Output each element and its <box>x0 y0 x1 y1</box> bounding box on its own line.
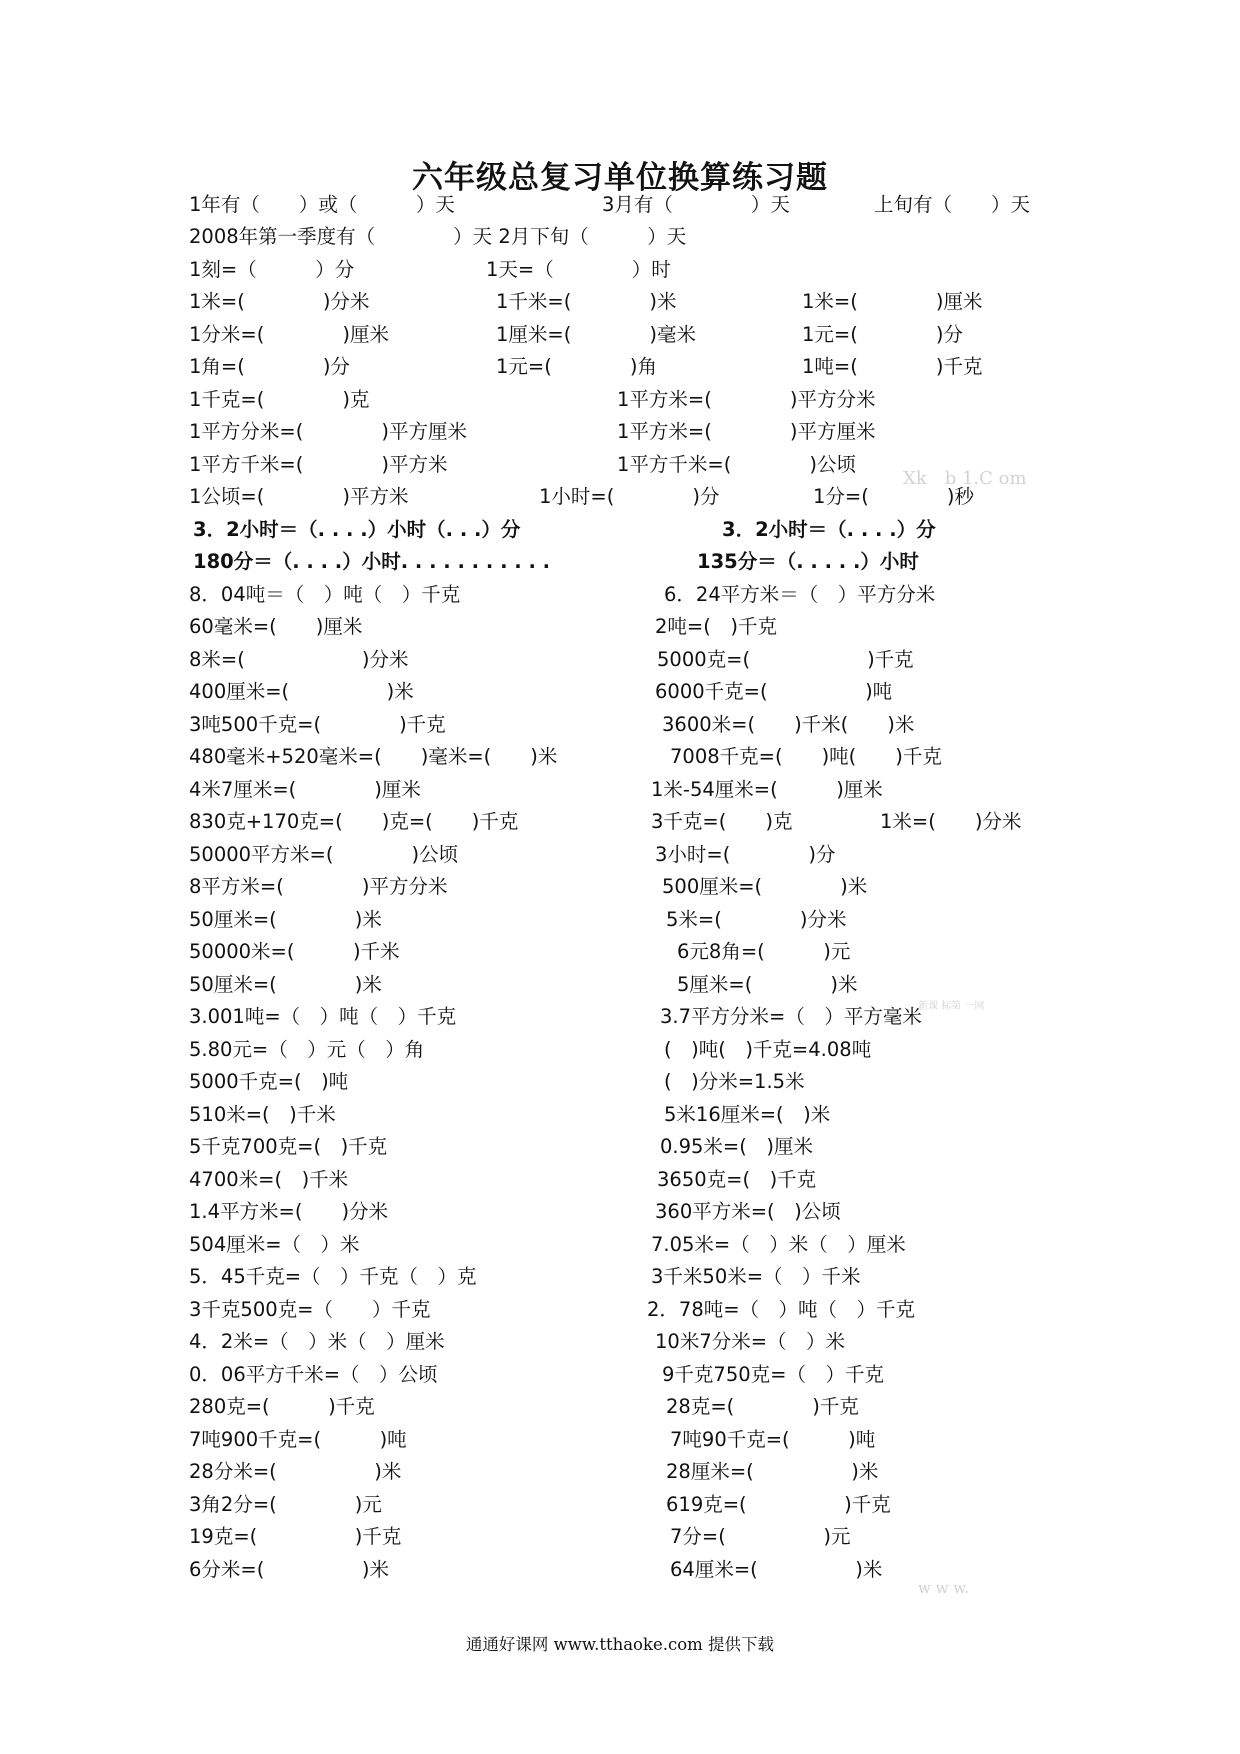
exercise-line <box>0 1390 1240 1423</box>
exercise-item: 4．2米=（ ）米（ ）厘米 <box>189 1330 445 1353</box>
exercise-item: 4米7厘米=( )厘米 <box>189 778 421 801</box>
exercise-item: 830克+170克=( )克=( )千克 <box>189 810 519 833</box>
exercise-item: 7008千克=( )吨( )千克 <box>670 745 942 768</box>
exercise-item: 504厘米=（ ）米 <box>189 1233 360 1256</box>
exercise-item: 5米16厘米=( )米 <box>664 1103 831 1126</box>
watermark-text: w w w. <box>918 1579 970 1597</box>
exercise-line <box>0 838 1240 871</box>
exercise-line <box>0 675 1240 708</box>
exercise-line <box>0 1163 1240 1196</box>
exercise-line <box>0 1000 1240 1033</box>
exercise-line <box>0 220 1240 253</box>
exercise-item: 8平方米=( )平方分米 <box>189 875 448 898</box>
exercise-item: 135分＝（. . . . .）小时 <box>697 550 919 573</box>
exercise-item: 2008年第一季度有（ ）天 2月下旬（ ）天 <box>189 225 687 248</box>
exercise-line <box>0 1553 1240 1586</box>
exercise-line <box>0 545 1240 578</box>
exercise-item: 1吨=( )千克 <box>802 355 983 378</box>
exercise-item: 1厘米=( )毫米 <box>496 323 696 346</box>
exercise-line <box>0 1065 1240 1098</box>
exercise-line <box>0 1325 1240 1358</box>
exercise-item: 3．2小时＝（. . . .）分 <box>722 518 936 541</box>
exercise-line <box>0 1098 1240 1131</box>
exercise-item: 5米=( )分米 <box>666 908 847 931</box>
exercise-item: 3.001吨=（ ）吨（ ）千克 <box>189 1005 457 1028</box>
exercise-item: 1米=( )分米 <box>880 810 1022 833</box>
exercise-item: 0．06平方千米=（ ）公顷 <box>189 1363 438 1386</box>
exercise-item: 6．24平方米＝（ ）平方分米 <box>664 583 936 606</box>
exercise-item: 500厘米=( )米 <box>662 875 868 898</box>
exercise-line <box>0 1130 1240 1163</box>
exercise-item: 7吨90千克=( )吨 <box>670 1428 876 1451</box>
exercise-item: 1元=( )分 <box>802 323 963 346</box>
watermark-text: 新课 标第 一网 <box>918 1001 985 1012</box>
exercise-item: 64厘米=( )米 <box>670 1558 883 1581</box>
exercise-item: 619克=( )千克 <box>666 1493 891 1516</box>
exercise-item: 280克=( )千克 <box>189 1395 375 1418</box>
exercise-line <box>0 773 1240 806</box>
exercise-line <box>0 1033 1240 1066</box>
exercise-line <box>0 708 1240 741</box>
exercise-line <box>0 383 1240 416</box>
exercise-line <box>0 318 1240 351</box>
exercise-item: 50厘米=( )米 <box>189 908 382 931</box>
exercise-item: 2．78吨=（ ）吨（ ）千克 <box>647 1298 916 1321</box>
exercise-line <box>0 1423 1240 1456</box>
exercise-item: 5厘米=( )米 <box>677 973 858 996</box>
exercise-item: 480毫米+520毫米=( )毫米=( )米 <box>189 745 558 768</box>
exercise-item: 1米=( )厘米 <box>802 290 983 313</box>
exercise-item: 6分米=( )米 <box>189 1558 389 1581</box>
exercise-line <box>0 968 1240 1001</box>
exercise-line <box>0 578 1240 611</box>
exercise-item: 360平方米=( )公顷 <box>655 1200 841 1223</box>
exercise-item: 3千克500克=（ ）千克 <box>189 1298 431 1321</box>
exercise-item: 50000平方米=( )公顷 <box>189 843 459 866</box>
exercise-item: 7分=( )元 <box>670 1525 851 1548</box>
exercise-item: 1元=( )角 <box>496 355 657 378</box>
exercise-line <box>0 513 1240 546</box>
exercise-item: 8米=( )分米 <box>189 648 409 671</box>
exercise-item: 7.05米=（ ）米（ ）厘米 <box>651 1233 906 1256</box>
exercise-item: 1.4平方米=( )分米 <box>189 1200 389 1223</box>
exercise-item: 180分＝（. . . .）小时. . . . . . . . . . . <box>193 550 551 573</box>
exercise-item: 1刻=（ ）分 <box>189 258 355 281</box>
exercise-item: 4700米=( )千米 <box>189 1168 349 1191</box>
exercise-item: 28分米=( )米 <box>189 1460 402 1483</box>
exercise-item: 3吨500千克=( )千克 <box>189 713 446 736</box>
exercise-item: 400厘米=( )米 <box>189 680 414 703</box>
exercise-item: 5000千克=( )吨 <box>189 1070 349 1093</box>
exercise-item: 1天=（ ）时 <box>486 258 671 281</box>
exercise-item: 8．04吨＝（ ）吨（ ）千克 <box>189 583 461 606</box>
exercise-line <box>0 740 1240 773</box>
exercise-item: 1米=( )分米 <box>189 290 370 313</box>
exercise-item: 3月有（ ）天 <box>602 193 790 216</box>
exercise-line <box>0 1195 1240 1228</box>
exercise-item: 1小时=( )分 <box>539 485 720 508</box>
exercise-item: 1角=( )分 <box>189 355 350 378</box>
exercise-item: 1千米=( )米 <box>496 290 677 313</box>
exercise-line <box>0 1228 1240 1261</box>
exercise-line <box>0 350 1240 383</box>
exercise-line <box>0 935 1240 968</box>
exercise-item: 1平方米=( )平方分米 <box>617 388 876 411</box>
exercise-item: 3600米=( )千米( )米 <box>662 713 915 736</box>
exercise-item: 50000米=( )千米 <box>189 940 400 963</box>
exercise-item: 1平方米=( )平方厘米 <box>617 420 876 443</box>
exercise-item: 6000千克=( )吨 <box>655 680 893 703</box>
exercise-line <box>0 1293 1240 1326</box>
exercise-item: 5．45千克=（ ）千克（ ）克 <box>189 1265 477 1288</box>
exercise-item: 0.95米=( )厘米 <box>660 1135 813 1158</box>
exercise-item: 7吨900千克=( )吨 <box>189 1428 407 1451</box>
exercise-item: 19克=( )千克 <box>189 1525 402 1548</box>
exercise-item: 3．2小时＝（. . . .）小时（. . .）分 <box>193 518 521 541</box>
exercise-item: 510米=( )千米 <box>189 1103 336 1126</box>
exercise-item: 3650克=( )千克 <box>657 1168 817 1191</box>
watermark-text: Xk b 1.C om <box>903 468 1027 489</box>
exercise-item: 1平方千米=( )公顷 <box>617 453 856 476</box>
exercise-item: 60毫米=( )厘米 <box>189 615 363 638</box>
exercise-line <box>0 285 1240 318</box>
exercise-line <box>0 610 1240 643</box>
exercise-item: 3.7平方分米=（ ）平方毫米 <box>660 1005 922 1028</box>
exercise-item: 6元8角=( )元 <box>677 940 851 963</box>
exercise-item: 1平方千米=( )平方米 <box>189 453 448 476</box>
exercise-item: 10米7分米=（ ）米 <box>655 1330 846 1353</box>
exercise-item: 1年有（ ）或（ ）天 <box>189 193 455 216</box>
exercise-line <box>0 870 1240 903</box>
exercise-line <box>0 1358 1240 1391</box>
exercise-line <box>0 805 1240 838</box>
exercise-item: 1千克=( )克 <box>189 388 370 411</box>
exercise-item: 1公顷=( )平方米 <box>189 485 409 508</box>
exercise-line <box>0 903 1240 936</box>
exercise-item: 28厘米=( )米 <box>666 1460 879 1483</box>
exercise-item: 3小时=( )分 <box>655 843 836 866</box>
exercise-line <box>0 448 1240 481</box>
exercise-item: 5千克700克=( )千克 <box>189 1135 388 1158</box>
exercise-item: 上旬有（ ）天 <box>874 193 1031 216</box>
exercise-item: 3千克=( )克 <box>651 810 793 833</box>
exercise-line <box>0 643 1240 676</box>
exercise-item: 1米-54厘米=( )厘米 <box>651 778 883 801</box>
exercise-line <box>0 1455 1240 1488</box>
exercise-item: 2吨=( )千克 <box>655 615 777 638</box>
exercise-item: ( )分米=1.5米 <box>664 1070 805 1093</box>
exercise-item: 1分米=( )厘米 <box>189 323 389 346</box>
exercise-item: 5000克=( )千克 <box>657 648 914 671</box>
exercise-item: 1平方分米=( )平方厘米 <box>189 420 467 443</box>
page-title: 六年级总复习单位换算练习题 <box>412 160 828 196</box>
exercise-item: 50厘米=( )米 <box>189 973 382 996</box>
exercise-item: 28克=( )千克 <box>666 1395 859 1418</box>
exercise-line <box>0 480 1240 513</box>
exercise-line <box>0 1260 1240 1293</box>
exercise-item: 3角2分=( )元 <box>189 1493 382 1516</box>
page-footer: 通通好课网 www.tthaoke.com 提供下载 <box>465 1635 775 1654</box>
exercise-item: 5.80元=（ ）元（ ）角 <box>189 1038 425 1061</box>
exercise-line <box>0 415 1240 448</box>
exercise-item: 9千克750克=（ ）千克 <box>662 1363 884 1386</box>
exercise-line <box>0 188 1240 221</box>
exercise-item: 3千米50米=（ ）千米 <box>651 1265 861 1288</box>
exercise-item: 1分=( )秒 <box>813 485 974 508</box>
exercise-line <box>0 253 1240 286</box>
exercise-line <box>0 1520 1240 1553</box>
exercise-line <box>0 1488 1240 1521</box>
exercise-item: ( )吨( )千克=4.08吨 <box>664 1038 872 1061</box>
